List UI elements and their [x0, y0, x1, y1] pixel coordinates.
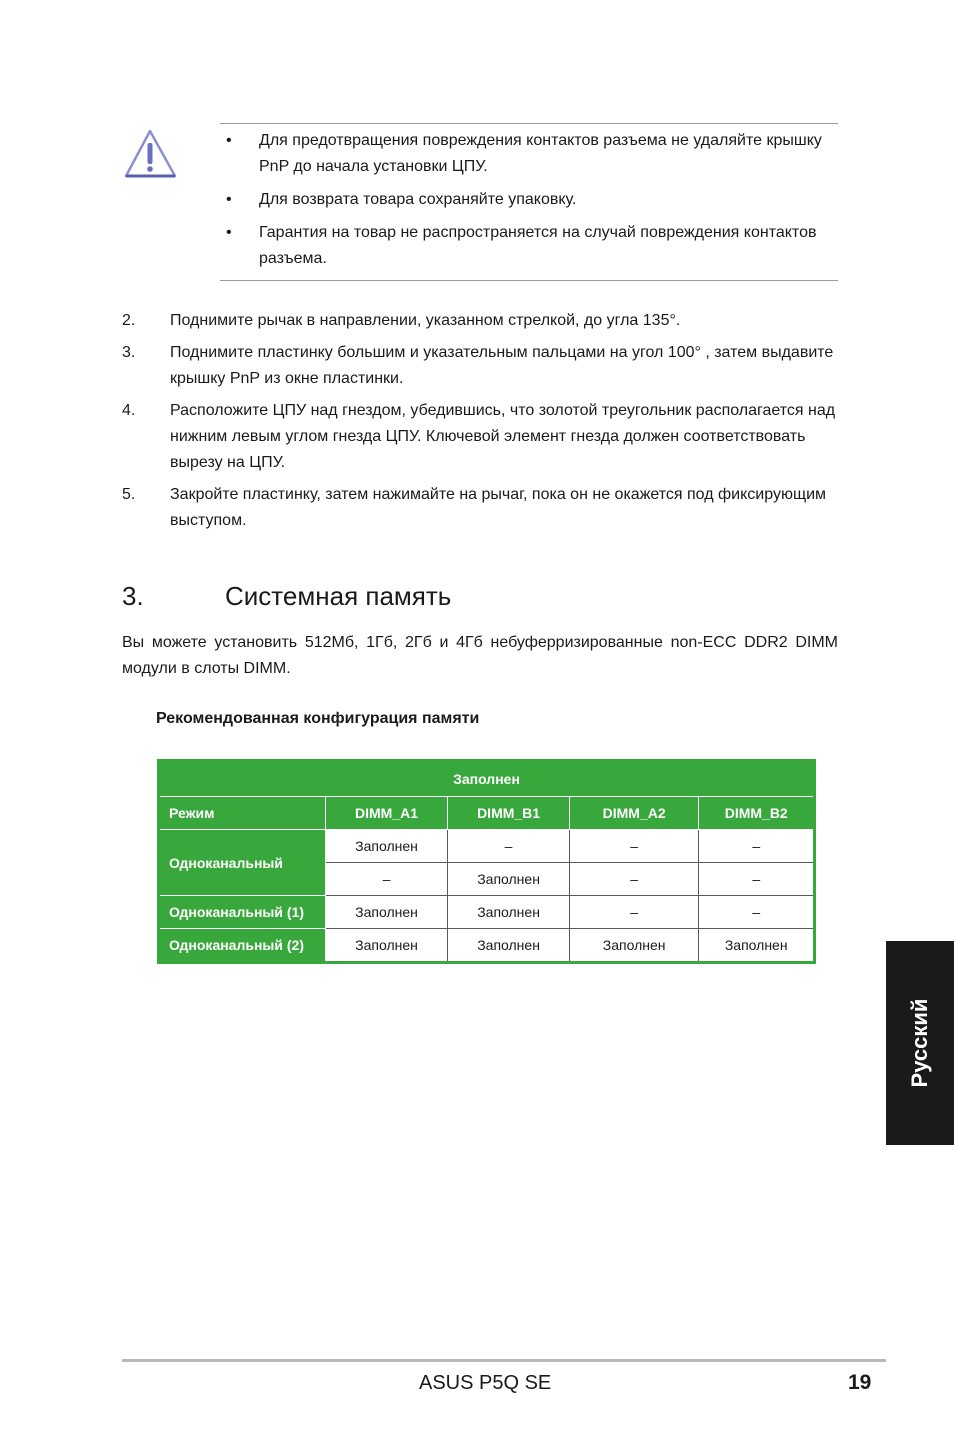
- install-steps: [122, 308, 838, 540]
- column-header-dimm-b2: DIMM_B2: [699, 797, 815, 830]
- table-row: [159, 896, 815, 929]
- footer-rule: [122, 1359, 886, 1362]
- table-cell: –: [448, 830, 570, 863]
- table-cell: –: [569, 830, 699, 863]
- caution-text: Гарантия на товар не распространяется на случай повреждения контактов разъема.: [259, 224, 817, 267]
- table-cell: Заполнен: [325, 929, 448, 963]
- section-title: Системная память: [225, 581, 452, 611]
- mode-cell: Одноканальный: [159, 830, 326, 896]
- column-header-dimm-a2: DIMM_A2: [569, 797, 699, 830]
- memory-config-table: [157, 759, 816, 964]
- caution-text: Для возврата товара сохраняйте упаковку.: [259, 191, 577, 208]
- section-intro: Вы можете установить 512Мб, 1Гб, 2Гб и 4Гб небуферризированные non-ECC DDR2 DIMM модули в слоты DIMM.: [122, 634, 838, 677]
- table-cell: –: [325, 863, 448, 896]
- step-text: Закройте пластинку, затем нажимайте на рычаг, пока он не окажется под фиксирующим выступом.: [170, 486, 827, 529]
- step-number: 3.: [122, 344, 136, 361]
- table-cell: Заполнен: [448, 863, 570, 896]
- table-cell: Заполнен: [699, 929, 815, 963]
- table-cell: –: [699, 830, 815, 863]
- table-row: [159, 830, 815, 863]
- mode-cell: Одноканальный (1): [159, 896, 326, 929]
- warning-triangle-icon: [122, 126, 178, 180]
- caution-bottom-rule: [220, 280, 838, 281]
- table-cell: Заполнен: [569, 929, 699, 963]
- table-cell: –: [699, 896, 815, 929]
- caution-item: [222, 128, 838, 180]
- caution-top-rule: [220, 123, 838, 124]
- caution-item: [222, 220, 838, 272]
- table-row: [159, 929, 815, 963]
- step-number: 2.: [122, 312, 136, 329]
- table-cell: –: [569, 896, 699, 929]
- step-number: 5.: [122, 486, 136, 503]
- filled-header: Заполнен: [453, 771, 520, 787]
- step-item: [122, 308, 838, 334]
- bullet: •: [226, 191, 232, 208]
- footer-title: ASUS P5Q SE: [419, 1372, 552, 1394]
- table-cell: Заполнен: [448, 929, 570, 963]
- bullet: •: [226, 224, 232, 241]
- language-side-tab: [886, 941, 954, 1145]
- page-number: 19: [848, 1371, 872, 1394]
- step-text: Поднимите пластинку большим и указательным пальцами на угол 100° , затем выдавите крышку PnP из окне пластинки.: [170, 344, 834, 387]
- table-cell: Заполнен: [325, 830, 448, 863]
- step-number: 4.: [122, 402, 136, 419]
- step-item: [122, 398, 838, 476]
- caution-item: [222, 187, 838, 213]
- caution-text: Для предотвращения повреждения контактов разъема не удаляйте крышку PnP до начала установки ЦПУ.: [259, 132, 822, 175]
- mode-cell: Одноканальный (2): [159, 929, 326, 963]
- table-cell: Заполнен: [448, 896, 570, 929]
- table-header-row: [159, 797, 815, 830]
- caution-list: [222, 128, 838, 279]
- section-number: 3.: [122, 581, 144, 611]
- column-header-mode: Режим: [159, 797, 326, 830]
- language-label: Русский: [907, 998, 932, 1088]
- table-cell: –: [569, 863, 699, 896]
- step-text: Расположите ЦПУ над гнездом, убедившись, что золотой треугольник располагается над нижним левым углом гнезда ЦПУ. Ключевой элемент гнезда должен соответствовать вырезу на ЦПУ.: [170, 402, 836, 471]
- step-item: [122, 482, 838, 534]
- column-header-dimm-a1: DIMM_A1: [325, 797, 448, 830]
- table-cell: Заполнен: [325, 896, 448, 929]
- step-item: [122, 340, 838, 392]
- column-header-dimm-b1: DIMM_B1: [448, 797, 570, 830]
- bullet: •: [226, 132, 232, 149]
- step-text: Поднимите рычак в направлении, указанном стрелкой, до угла 135°.: [170, 312, 681, 329]
- table-caption: Рекомендованная конфигурация памяти: [156, 710, 480, 727]
- table-cell: –: [699, 863, 815, 896]
